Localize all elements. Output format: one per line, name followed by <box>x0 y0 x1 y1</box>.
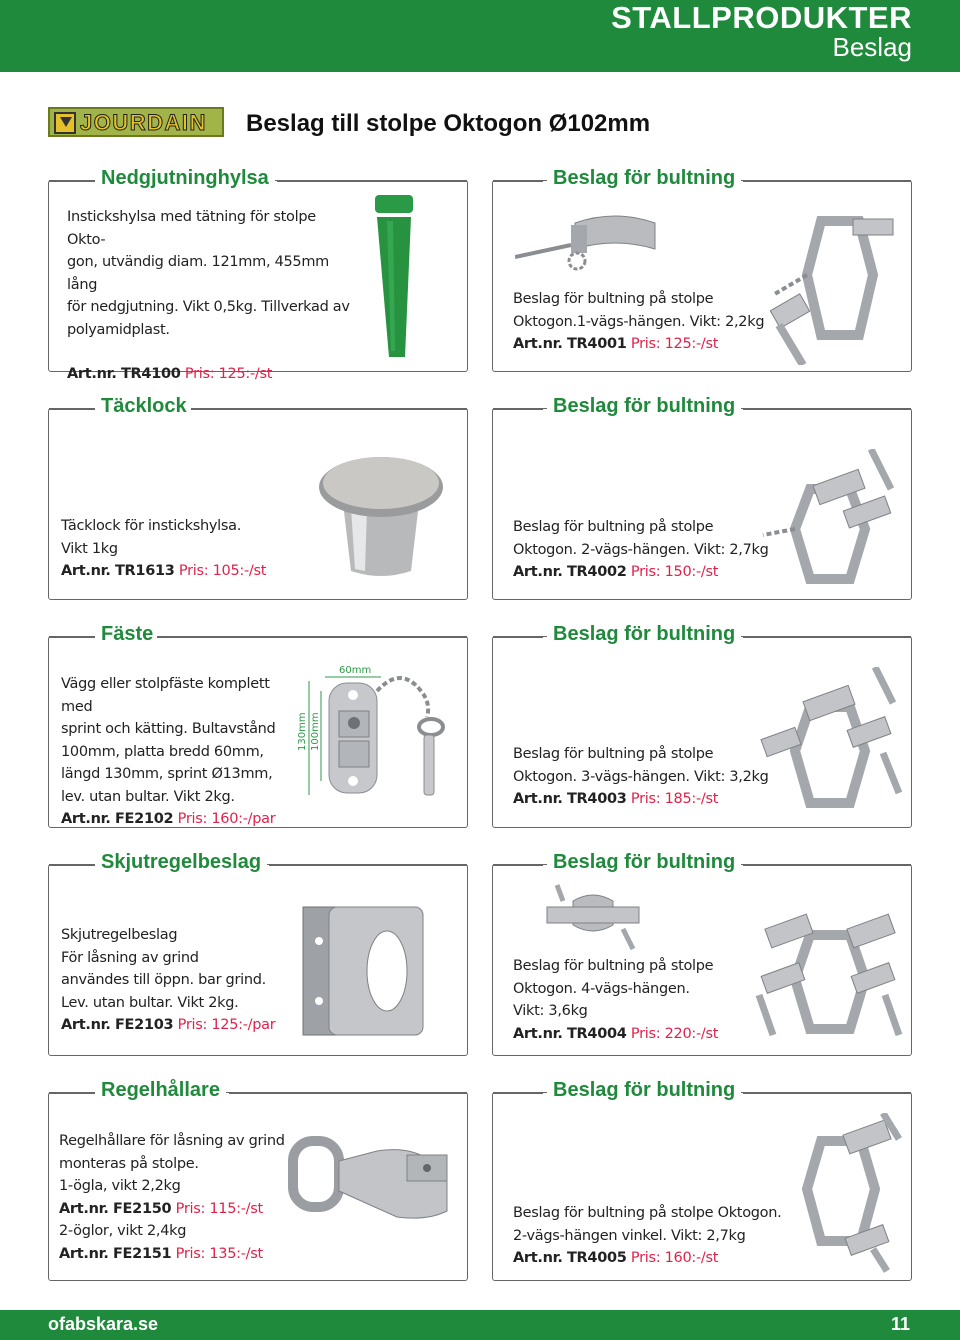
article-number: FE2151 <box>112 1245 172 1262</box>
desc-line: monteras på stolpe. <box>59 1155 199 1172</box>
art-label: Art.nr. <box>59 1245 109 1262</box>
desc-line: Oktogon. 3-vägs-hängen. Vikt: 3,2kg <box>513 768 769 785</box>
art-label: Art.nr. <box>59 1200 109 1217</box>
desc-line: Beslag för bultning på stolpe <box>513 519 714 535</box>
price: Pris: 185:-/st <box>630 791 719 807</box>
bracket-4way-image <box>755 895 905 1051</box>
article-number: TR4005 <box>566 1250 627 1266</box>
desc-line: Beslag för bultning på stolpe <box>513 291 714 307</box>
page-title: Beslag till stolpe Oktogon Ø102mm <box>246 110 651 137</box>
product-box-faste <box>48 623 468 828</box>
article-number: TR4001 <box>566 336 627 352</box>
desc-line: längd 130mm, sprint Ø13mm, <box>61 766 273 782</box>
box-title: Beslag för bultning <box>547 1079 741 1102</box>
art-label: Art.nr. <box>513 791 563 807</box>
bracket-3way-image <box>755 667 905 827</box>
desc-line: Oktogon.1-vägs-hängen. Vikt: 2,2kg <box>513 313 765 330</box>
logo-text: JOURDAIN <box>80 110 207 135</box>
article-number: TR4004 <box>566 1025 627 1042</box>
price: Pris: 125:-/par <box>177 1017 276 1033</box>
box-title: Nedgjutninghylsa <box>95 167 275 190</box>
dim-width-label: 60mm <box>339 665 372 676</box>
article-number: TR4100 <box>120 366 181 382</box>
cap-image <box>311 453 451 583</box>
logo-mark-icon <box>54 112 76 134</box>
desc-line: Skjutregelbeslag <box>61 927 178 943</box>
art-label: Art.nr. <box>67 366 117 382</box>
article-number: FE2102 <box>114 811 174 827</box>
wall-bracket-image <box>291 661 461 811</box>
desc-line: Vikt 1kg <box>61 540 118 557</box>
bracket-2way-angle-image <box>763 1113 908 1273</box>
sleeve-image <box>369 191 439 361</box>
price: Pris: 125:-/st <box>184 366 273 382</box>
desc-line: användes till öppn. bar grind. <box>61 972 266 988</box>
product-box-skjutregelbeslag <box>48 851 468 1056</box>
bracket-1way-image <box>515 209 665 279</box>
price: Pris: 115:-/st <box>175 1200 263 1217</box>
desc-line: Täcklock för instickshylsa. <box>61 518 242 534</box>
desc-line: Vikt: 3,6kg <box>513 1003 588 1019</box>
box-title: Täcklock <box>95 395 193 418</box>
desc-line: Instickshylsa med tätning för stolpe Okto- <box>67 209 316 248</box>
subcategory-title: Beslag <box>832 32 912 62</box>
product-box-nedgjutninghylsa <box>48 167 468 382</box>
bracket-4way-top-image <box>543 881 643 953</box>
art-label: Art.nr. <box>61 563 111 579</box>
article-number: TR4003 <box>566 791 627 807</box>
desc-line: Oktogon. 2-vägs-hängen. Vikt: 2,7kg <box>513 541 769 558</box>
product-box-tacklock <box>48 395 468 600</box>
box-title: Beslag för bultning <box>547 395 741 418</box>
page-number: 11 <box>890 1314 910 1334</box>
bolt-holder-image <box>287 1121 462 1231</box>
bracket-2way-image <box>755 449 905 599</box>
desc-line: 1-ögla, vikt 2,2kg <box>59 1178 181 1194</box>
desc-line: 2-vägs-hängen vinkel. Vikt: 2,7kg <box>513 1227 746 1244</box>
price: Pris: 150:-/st <box>630 564 719 580</box>
website-link[interactable]: ofabskara.se <box>48 1314 159 1334</box>
dim-spacing-label: 100mm <box>310 712 321 751</box>
article-number: FE2150 <box>112 1200 172 1217</box>
price: Pris: 220:-/st <box>630 1025 719 1042</box>
art-label: Art.nr. <box>513 1250 563 1266</box>
desc-line: Beslag för bultning på stolpe <box>513 958 714 974</box>
page-header <box>0 0 960 72</box>
desc-line: Beslag för bultning på stolpe Oktogon. <box>513 1205 782 1221</box>
dim-length-label: 130mm <box>297 712 308 751</box>
art-label: Art.nr. <box>61 811 111 827</box>
article-number: TR1613 <box>114 563 175 579</box>
product-box-regelhallare <box>48 1079 468 1281</box>
article-number: FE2103 <box>114 1017 174 1033</box>
desc-line: polyamidplast. <box>67 321 170 338</box>
category-title: STALLPRODUKTER <box>611 0 912 35</box>
desc-line: Regelhållare för låsning av grind <box>59 1133 285 1149</box>
box-title: Regelhållare <box>95 1079 226 1102</box>
product-box-tr4004 <box>492 851 912 1056</box>
price: Pris: 160:-/par <box>177 811 276 827</box>
box-title: Fäste <box>95 623 159 646</box>
art-label: Art.nr. <box>513 564 563 580</box>
latch-plate-image <box>299 901 429 1041</box>
price: Pris: 125:-/st <box>630 336 719 352</box>
brand-logo <box>48 107 224 137</box>
desc-line: för nedgjutning. Vikt 0,5kg. Tillverkad av <box>67 299 350 315</box>
product-box-tr4001 <box>492 167 912 372</box>
desc-line: lev. utan bultar. Vikt 2kg. <box>61 788 235 805</box>
bracket-illustration-1way <box>759 215 909 365</box>
box-title: Beslag för bultning <box>547 851 741 874</box>
product-box-tr4002 <box>492 395 912 600</box>
desc-line: Beslag för bultning på stolpe <box>513 746 714 762</box>
price: Pris: 105:-/st <box>178 563 267 579</box>
page-footer <box>0 1310 960 1340</box>
art-label: Art.nr. <box>61 1017 111 1033</box>
article-number: TR4002 <box>566 564 627 580</box>
desc-line: 2-öglor, vikt 2,4kg <box>59 1223 187 1239</box>
desc-line: Vägg eller stolpfäste komplett med <box>61 676 270 715</box>
price: Pris: 160:-/st <box>630 1250 719 1266</box>
desc-line: Oktogon. 4-vägs-hängen. <box>513 980 690 997</box>
desc-line: För låsning av grind <box>61 949 199 966</box>
art-label: Art.nr. <box>513 336 563 352</box>
box-title: Beslag för bultning <box>547 623 741 646</box>
box-title: Skjutregelbeslag <box>95 851 267 874</box>
product-box-tr4003 <box>492 623 912 828</box>
price: Pris: 135:-/st <box>175 1245 263 1262</box>
desc-line: 100mm, platta bredd 60mm, <box>61 743 264 760</box>
desc-line: gon, utvändig diam. 121mm, 455mm lång <box>67 254 329 293</box>
desc-line: sprint och kätting. Bultavstånd <box>61 721 276 737</box>
box-title: Beslag för bultning <box>547 167 741 190</box>
product-box-tr4005 <box>492 1079 912 1281</box>
desc-line: Lev. utan bultar. Vikt 2kg. <box>61 994 239 1011</box>
art-label: Art.nr. <box>513 1025 563 1042</box>
